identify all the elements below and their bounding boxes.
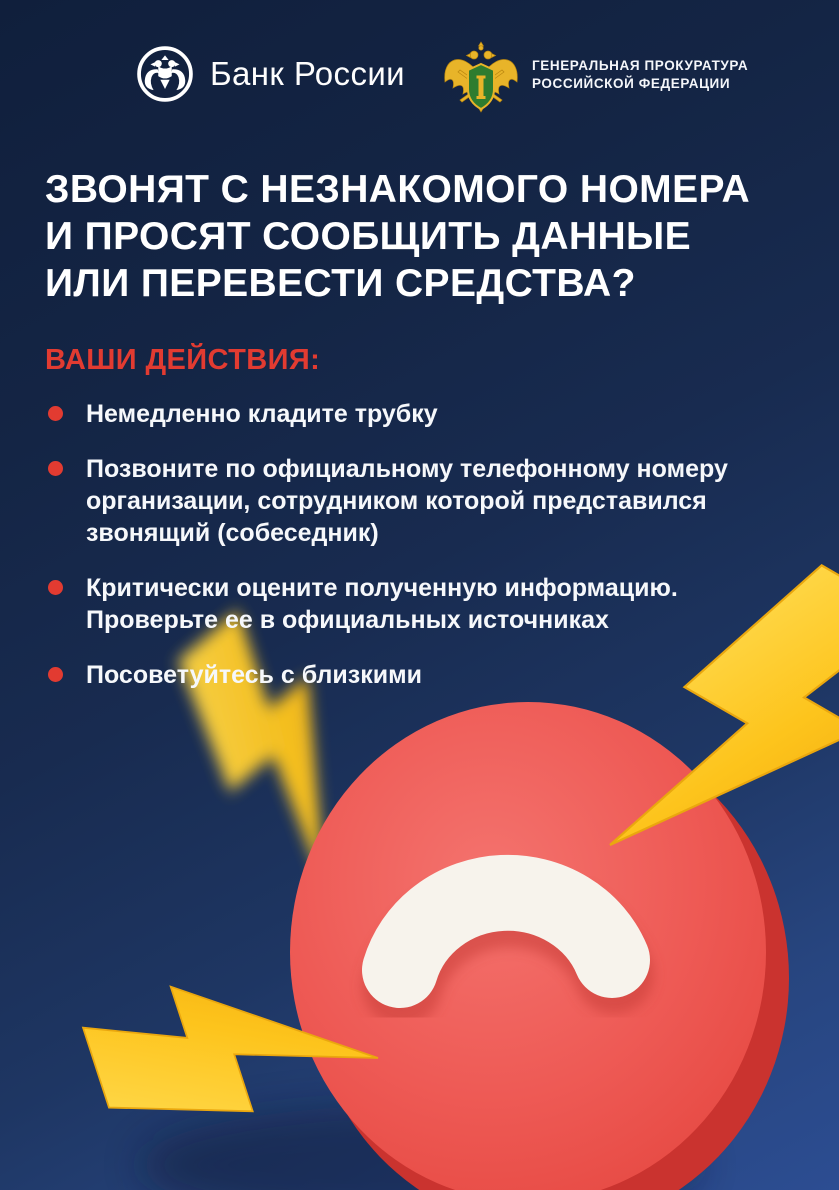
actions-section-title: ВАШИ ДЕЙСТВИЯ:: [45, 344, 321, 376]
bullet-dot-icon: [48, 580, 63, 595]
list-item: [48, 453, 741, 549]
headline-line-1: ЗВОНЯТ С НЕЗНАКОМОГО НОМЕРА: [45, 168, 751, 211]
headline-line-3: ИЛИ ПЕРЕВЕСТИ СРЕДСТВА?: [45, 262, 636, 305]
list-item: [48, 572, 741, 636]
list-item-text: Посоветуйтесь с близкими: [86, 661, 422, 689]
bullet-dot-icon: [48, 667, 63, 682]
list-item: [48, 398, 741, 430]
list-item-text: Немедленно кладите трубку: [86, 400, 438, 428]
prosecutor-label-line1: ГЕНЕРАЛЬНАЯ ПРОКУРАТУРА: [532, 58, 749, 73]
list-item: [48, 659, 741, 691]
list-item-text: Позвоните по официальному телефонному номеру организации, сотрудником которой представился звонящий (собеседник): [86, 455, 728, 547]
prosecutor-label-line2: РОССИЙСКОЙ ФЕДЕРАЦИИ: [532, 76, 731, 91]
list-item-text: Критически оцените полученную информацию. Проверьте ее в официальных источниках: [86, 574, 678, 634]
bank-of-russia-label: Банк России: [210, 55, 406, 92]
bullet-dot-icon: [48, 406, 63, 421]
bullet-dot-icon: [48, 461, 63, 476]
headline-line-2: И ПРОСЯТ СООБЩИТЬ ДАННЫЕ: [45, 215, 692, 258]
actions-list: [48, 398, 741, 691]
